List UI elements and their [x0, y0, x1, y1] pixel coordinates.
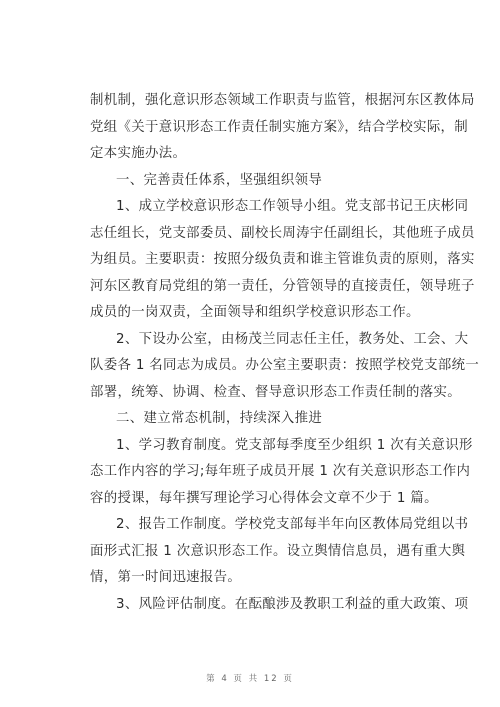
text-line: 志任组长，党支部委员、副校长周涛宇任副组长，其他班子成员	[90, 225, 475, 241]
text-line: 党组《关于意识形态工作责任制实施方案》，结合学校实际，制	[90, 119, 469, 135]
text-line: 定本实施办法。	[90, 146, 187, 161]
text-line: 部署，统筹、协调、检查、督导意识形态工作责任制的落实。	[90, 384, 461, 400]
page-body	[90, 88, 480, 618]
text-line: 河东区教育局党组的第一责任，分管领导的直接责任，领导班子	[90, 278, 475, 294]
text-line: 容的授课，每年撰写理论学习心得体会文章不少于 1 篇。	[90, 490, 438, 506]
section-heading: 二、建立常态机制，持续深入推进	[116, 411, 323, 426]
text-line: 队委各 1 名同志为成员。办公室主要职责：按照学校党支部统一	[90, 358, 480, 373]
text-line: 2、报告工作制度。学校党支部每半年向区教体局党组以书	[116, 517, 469, 532]
text-line: 2、下设办公室，由杨茂兰同志任主任，教务处、工会、大	[116, 331, 469, 347]
text-line: 情，第一时间迅速报告。	[90, 570, 242, 585]
section-heading: 一、完善责任体系，坚强组织领导	[116, 172, 323, 188]
text-line: 1、成立学校意识形态工作领导小组。党支部书记王庆彬同	[116, 199, 469, 214]
text-line: 面形式汇报 1 次意识形态工作。设立舆情信息员，遇有重大舆	[90, 543, 466, 559]
text-line: 态工作内容的学习;每年班子成员开展 1 次有关意识形态工作内	[90, 464, 471, 479]
text-line: 成员的一岗双责，全面领导和组织学校意识形态工作。	[90, 305, 420, 320]
text-line: 为组员。主要职责：按照分级负责和谁主管谁负责的原则，落实	[90, 252, 475, 267]
text-line: 制机制，强化意识形态领域工作职责与监管，根据河东区教体局	[90, 93, 475, 108]
text-line: 1、学习教育制度。党支部每季度至少组织 1 次有关意识形	[116, 437, 473, 453]
text-line: 3、风险评估制度。在酝酿涉及教职工利益的重大政策、项	[116, 596, 469, 612]
page-number-footer: 第 4 页 共 12 页	[206, 674, 294, 684]
